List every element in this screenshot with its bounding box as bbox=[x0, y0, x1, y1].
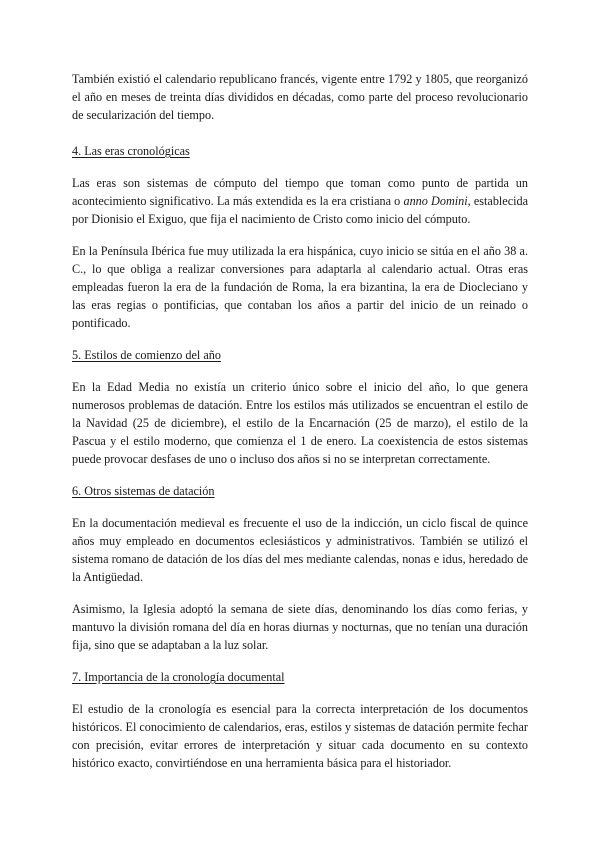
section-6-heading: 6. Otros sistemas de datación bbox=[72, 484, 215, 498]
section-6-paragraph-2: Asimismo, la Iglesia adoptó la semana de siete días, denominando los días como ferias, y mantuvo la división romana del día en horas diurnas y nocturnas, que no tenían una duración fija, sino que se adaptaban a la luz solar. bbox=[72, 602, 528, 652]
section-4-paragraph-1-part-a: Las eras son sistemas de cómputo del tiempo que toman como punto de partida un acontecimiento significativo. La más extendida es la era cristiana o bbox=[72, 176, 528, 208]
section-4-paragraph-2: En la Península Ibérica fue muy utilizada la era hispánica, cuyo inicio se sitúa en el año 38 a. C., lo que obliga a realizar conversiones para adaptarla al calendario actual. Otras eras empleadas fueron la era de la fundación de Roma, la era bizantina, la era de Diocleciano y las eras regias o pontificias, que contaban los años a partir del inicio de un reinado o pontificado. bbox=[72, 244, 528, 330]
section-7-paragraph-1: El estudio de la cronología es esencial para la correcta interpretación de los documentos históricos. El conocimiento de calendarios, eras, estilos y sistemas de datación permite fechar con precisión, evitar errores de interpretación y situar cada documento en su contexto histórico exacto, convirtiéndose en una herramienta básica para el historiador. bbox=[72, 702, 528, 770]
intro-paragraph: También existió el calendario republicano francés, vigente entre 1792 y 1805, que reorganizó el año en meses de treinta días divididos en décadas, como parte del proceso revolucionario de secularización del tiempo. bbox=[72, 72, 528, 122]
section-4-paragraph-1-emphasis: anno Domini bbox=[403, 194, 468, 208]
section-4-heading: 4. Las eras cronológicas bbox=[72, 144, 190, 158]
document-page bbox=[72, 70, 528, 786]
section-6-paragraph-1: En la documentación medieval es frecuente el uso de la indicción, un ciclo fiscal de quince años muy empleado en documentos eclesiásticos y administrativos. También se utilizó el sistema romano de datación de los días del mes mediante calendas, nonas e idus, heredado de la Antigüedad. bbox=[72, 516, 528, 584]
section-5-paragraph-1: En la Edad Media no existía un criterio único sobre el inicio del año, lo que genera numerosos problemas de datación. Entre los estilos más utilizados se encuentran el estilo de la Navidad (25 de diciembre), el estilo de la Encarnación (25 de marzo), el estilo de la Pascua y el estilo moderno, que comienza el 1 de enero. La coexistencia de estos sistemas puede provocar desfases de uno o incluso dos años si no se interpretan correctamente. bbox=[72, 380, 528, 466]
section-4-paragraph-1-part-b: , establecida por Dionisio el Exiguo, que fija el nacimiento de Cristo como inicio del cómputo. bbox=[72, 194, 529, 226]
section-4-paragraph-1 bbox=[72, 174, 528, 228]
section-7-heading: 7. Importancia de la cronología documental bbox=[72, 670, 285, 684]
section-5-heading: 5. Estilos de comienzo del año bbox=[72, 348, 221, 362]
